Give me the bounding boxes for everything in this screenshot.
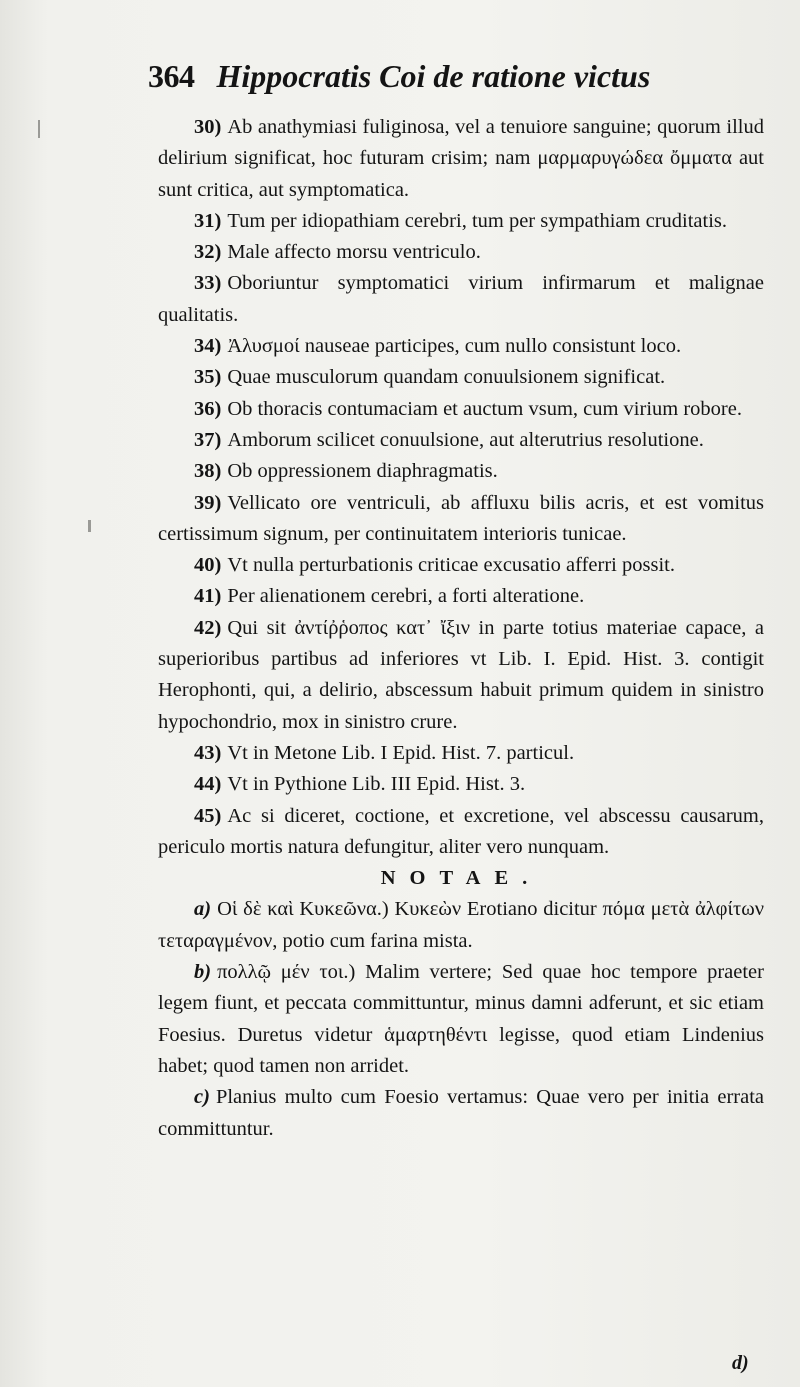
entry-text: Vellicato ore ventriculi, ab affluxu bilis acris, et est vomitus certissimum signum, per continuitatem interioris tunicae. — [158, 491, 764, 545]
scan-speck — [88, 520, 91, 532]
note-a — [158, 894, 764, 957]
entry-35 — [158, 362, 764, 393]
entry-text: Tum per idiopathiam cerebri, tum per sympathiam cruditatis. — [227, 209, 728, 232]
entry-text: Male affecto morsu ventriculo. — [227, 241, 481, 264]
note-text: Planius multo cum Foesio vertamus: Quae vero per initia errata committuntur. — [158, 1086, 764, 1140]
entry-31 — [158, 206, 764, 237]
notes-list — [158, 894, 764, 1144]
entry-text: Per alienationem cerebri, a forti alteratione. — [227, 585, 585, 608]
entry-34 — [158, 331, 764, 362]
page-header — [148, 58, 768, 108]
entry-text: Ob thoracis contumaciam et auctum vsum, cum virium robore. — [227, 397, 742, 420]
entry-number: 37) — [194, 428, 222, 451]
entry-number: 35) — [194, 366, 222, 389]
entry-number: 39) — [194, 491, 222, 514]
entry-number: 34) — [194, 335, 222, 358]
catchword: d) — [732, 1352, 749, 1374]
scan-speck — [38, 120, 40, 138]
entry-33 — [158, 268, 764, 331]
entry-text: Oboriuntur symptomatici virium infirmarum et malignae qualitatis. — [158, 272, 764, 326]
note-text: πολλῷ μέν τοι.) Malim vertere; Sed quae hoc tempore praeter legem fiunt, et peccata committuntur, minus damni adferunt, et sic etiam Foesius. Duretus videtur ἁμαρτηθέντι legisse, quod etiam Lindenius habet; quod tamen non arridet. — [158, 961, 764, 1077]
page-number: 364 — [148, 58, 195, 94]
entry-text: Ἀλυσμοί nauseae participes, cum nullo consistunt loco. — [227, 335, 682, 358]
entry-44 — [158, 769, 764, 800]
entry-text: Qui sit ἀντίῤῥοπος κατ᾽ ἴξιν in parte totius materiae capace, a superioribus partibus ad inferiores vt Lib. I. Epid. Hist. 3. contigit Herophonti, qui, a delirio, abscessum habuit primum quidem in sinistro hypochondrio, mox in sinistro crure. — [158, 616, 764, 733]
entry-number: 41) — [194, 585, 222, 608]
entry-text: Vt in Pythione Lib. III Epid. Hist. 3. — [227, 773, 526, 796]
entry-number: 31) — [194, 209, 222, 232]
entry-number: 44) — [194, 773, 222, 796]
entry-text: Amborum scilicet conuulsione, aut alterutrius resolutione. — [227, 428, 704, 451]
entry-41 — [158, 581, 764, 612]
entries-list — [158, 112, 764, 863]
entry-text: Vt in Metone Lib. I Epid. Hist. 7. particul. — [227, 741, 575, 764]
note-b — [158, 957, 764, 1082]
running-title: Hippocratis Coi de ratione victus — [216, 58, 651, 94]
entry-text: Ab anathymiasi fuliginosa, vel a tenuiore sanguine; quorum illud delirium significat, hoc futuram crisim; nam μαρμαρυγώδεα ὄμματα aut sunt critica, aut symptomatica. — [158, 116, 764, 201]
entry-36 — [158, 394, 764, 425]
entry-number: 40) — [194, 554, 222, 577]
note-letter: b) — [194, 961, 212, 984]
entry-number: 33) — [194, 272, 222, 295]
entry-42 — [158, 613, 764, 738]
entry-43 — [158, 738, 764, 769]
entry-number: 30) — [194, 116, 222, 138]
entry-40 — [158, 550, 764, 581]
entry-text: Ob oppressionem diaphragmatis. — [227, 460, 498, 483]
note-letter: c) — [194, 1086, 210, 1109]
entry-number: 32) — [194, 241, 222, 264]
entry-text: Ac si diceret, coctione, et excretione, vel abscessu causarum, periculo mortis natura defungitur, aliter vero nunquam. — [158, 804, 764, 858]
entry-number: 38) — [194, 460, 222, 483]
note-text: Οἱ δὲ καὶ Κυκεῶνα.) Κυκεὼν Erotiano dicitur πόμα μετὰ ἀλφίτων τεταραγμένον, potio cum farina mista. — [158, 898, 764, 952]
entry-number: 36) — [194, 397, 222, 420]
note-letter: a) — [194, 898, 212, 921]
entry-45 — [158, 801, 764, 864]
note-c — [158, 1082, 764, 1145]
entry-32 — [158, 237, 764, 268]
entry-number: 42) — [194, 616, 222, 639]
entry-39 — [158, 488, 764, 551]
main-text — [158, 112, 764, 1145]
entry-38 — [158, 456, 764, 487]
entry-number: 43) — [194, 741, 222, 764]
entry-37 — [158, 425, 764, 456]
entry-number: 45) — [194, 804, 222, 827]
entry-text: Quae musculorum quandam conuulsionem significat. — [227, 366, 666, 389]
notes-heading: NOTAE. — [380, 867, 542, 890]
entry-30 — [158, 112, 764, 206]
entry-text: Vt nulla perturbationis criticae excusatio afferri possit. — [227, 554, 675, 577]
